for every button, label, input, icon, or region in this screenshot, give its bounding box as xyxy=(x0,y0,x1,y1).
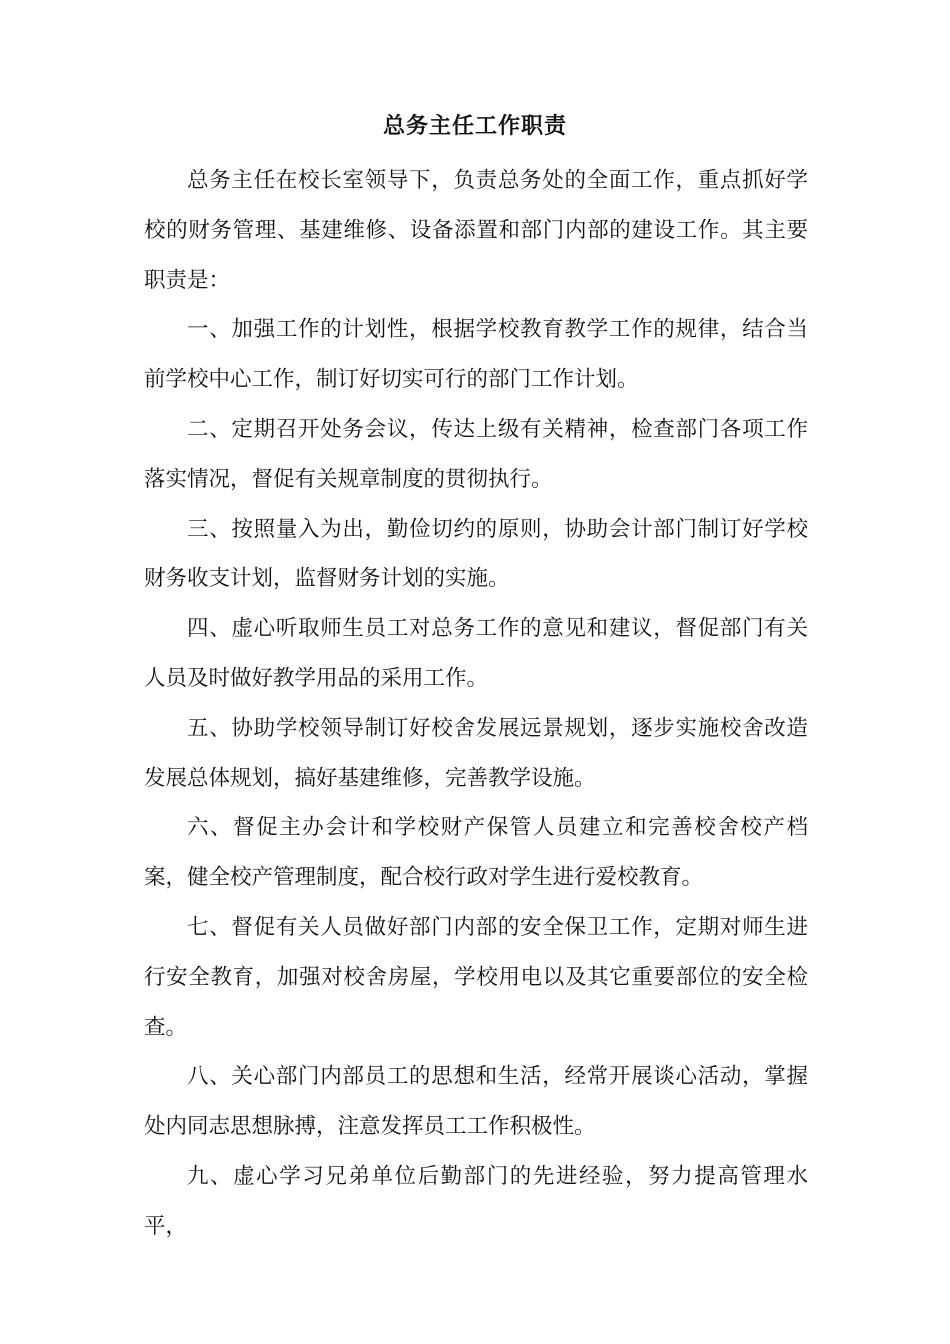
duty-paragraph-3: 三、按照量入为出，勤俭切约的原则，协助会计部门制订好学校财务收支计划，监督财务计划的实施。 xyxy=(144,516,808,592)
duty-paragraph-7: 七、督促有关人员做好部门内部的安全保卫工作，定期对师生进行安全教育，加强对校舍房屋，学校用电以及其它重要部位的安全检查。 xyxy=(144,914,808,1040)
duty-paragraph-4: 四、虚心听取师生员工对总务工作的意见和建议，督促部门有关人员及时做好教学用品的采用工作。 xyxy=(144,616,808,691)
duty-paragraph-9: 九、虚心学习兄弟单位后勤部门的先进经验，努力提高管理水平， xyxy=(144,1163,808,1239)
duty-paragraph-6: 六、督促主办会计和学校财产保管人员建立和完善校舍校产档案，健全校产管理制度，配合校行政对学生进行爱校教育。 xyxy=(144,815,808,891)
duty-paragraph-8: 八、关心部门内部员工的思想和生活，经常开展谈心活动，掌握处内同志思想脉搏，注意发挥员工工作积极性。 xyxy=(144,1064,808,1140)
document-body xyxy=(144,156,808,1252)
intro-paragraph: 总务主任在校长室领导下，负责总务处的全面工作，重点抓好学校的财务管理、基建维修、设备添置和部门内部的建设工作。其主要职责是： xyxy=(144,168,808,293)
document-title: 总务主任工作职责 xyxy=(382,114,567,139)
duty-paragraph-5: 五、协助学校领导制订好校舍发展远景规划，逐步实施校舍改造发展总体规划，搞好基建维修，完善教学设施。 xyxy=(144,715,808,791)
duty-paragraph-1: 一、加强工作的计划性，根据学校教育教学工作的规律，结合当前学校中心工作，制订好切实可行的部门工作计划。 xyxy=(144,317,808,393)
duty-paragraph-2: 二、定期召开处务会议，传达上级有关精神，检查部门各项工作落实情况，督促有关规章制度的贯彻执行。 xyxy=(144,416,808,492)
